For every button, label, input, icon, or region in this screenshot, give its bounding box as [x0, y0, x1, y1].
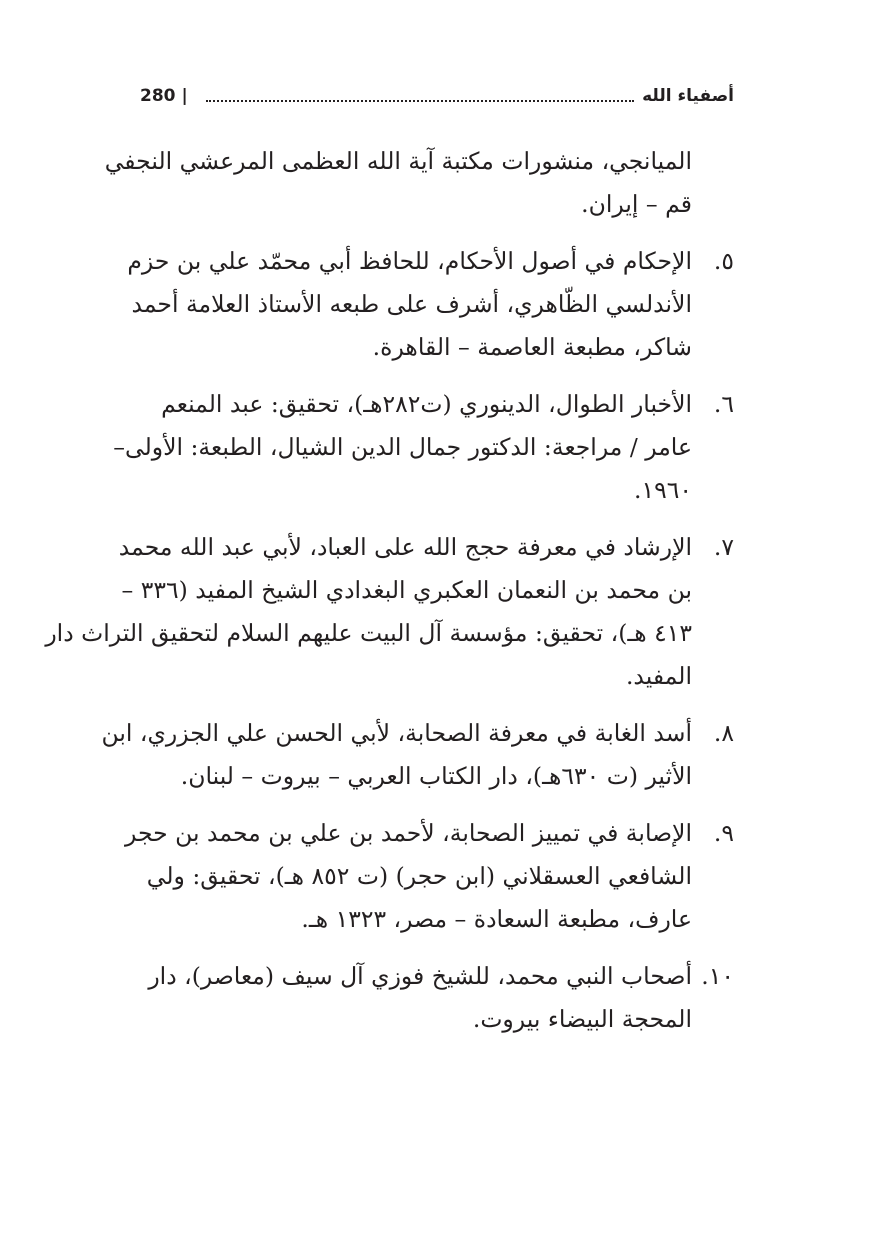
- entry-line: الإرشاد في معرفة حجج الله على العباد، لأبي عبد الله محمد: [118, 533, 692, 561]
- entry-line: المفيد.: [625, 662, 692, 690]
- entry-number: ٥.: [713, 247, 734, 275]
- entry-line: بن محمد بن النعمان العكبري البغدادي الشيخ المفيد (٣٣٦ –: [121, 576, 692, 604]
- entry-number: ٧.: [713, 533, 734, 561]
- bibliography-entry-10: [142, 955, 734, 1041]
- entry-line: الإحكام في أصول الأحكام، للحافظ أبي محمّد علي بن حزم: [127, 247, 692, 275]
- header-dot-leader: [206, 100, 634, 102]
- entry-line: المحجة البيضاء بيروت.: [472, 1005, 692, 1033]
- entry-line: عارف، مطبعة السعادة – مصر، ١٣٢٣ هـ.: [301, 905, 692, 933]
- entry-number: ٩.: [713, 819, 734, 847]
- entry-line: الميانجي، منشورات مكتبة آية الله العظمى المرعشي النجفي: [104, 147, 692, 175]
- bibliography-entry-6: [113, 383, 734, 512]
- entry-line: عامر / مراجعة: الدكتور جمال الدين الشيال، الطبعة: الأولى–: [113, 433, 692, 461]
- entry-line: الأخبار الطوال، الدينوري (ت٢٨٢هـ)، تحقيق: عبد المنعم: [161, 390, 692, 418]
- entry-number: ٨.: [713, 719, 734, 747]
- book-title: أصفياء الله: [642, 86, 734, 106]
- bibliography-entry-7: [45, 526, 734, 698]
- running-header: [140, 82, 734, 110]
- bibliography-entry-9: [125, 812, 734, 941]
- bibliography-list: [45, 140, 734, 1055]
- entry-line: أسد الغابة في معرفة الصحابة، لأبي الحسن علي الجزري، ابن: [101, 719, 692, 747]
- entry-number: ١٠.: [701, 962, 734, 990]
- header-separator: |: [181, 86, 188, 106]
- entry-line: الأثير (ت ٦٣٠هـ)، دار الكتاب العربي – بيروت – لبنان.: [180, 762, 692, 790]
- entry-line: أصحاب النبي محمد، للشيخ فوزي آل سيف (معاصر)، دار: [148, 962, 692, 990]
- entry-line: شاكر، مطبعة العاصمة – القاهرة.: [372, 333, 692, 361]
- continuation-entry: [104, 140, 734, 226]
- page-number: 280: [140, 86, 176, 106]
- bibliography-entry-5: [127, 240, 734, 369]
- entry-line: ١٩٦٠.: [634, 476, 692, 504]
- entry-line: ٤١٣ هـ)، تحقيق: مؤسسة آل البيت عليهم السلام لتحقيق التراث دار: [45, 619, 692, 647]
- entry-line: الشافعي العسقلاني (ابن حجر) (ت ٨٥٢ هـ)، تحقيق: ولي: [146, 862, 692, 890]
- entry-line: الإصابة في تمييز الصحابة، لأحمد بن علي بن محمد بن حجر: [125, 819, 692, 847]
- entry-number: ٦.: [713, 390, 734, 418]
- entry-line: قم – إيران.: [581, 190, 692, 218]
- bibliography-entry-8: [101, 712, 734, 798]
- entry-line: الأندلسي الظّاهري، أشرف على طبعه الأستاذ العلامة أحمد: [131, 290, 692, 318]
